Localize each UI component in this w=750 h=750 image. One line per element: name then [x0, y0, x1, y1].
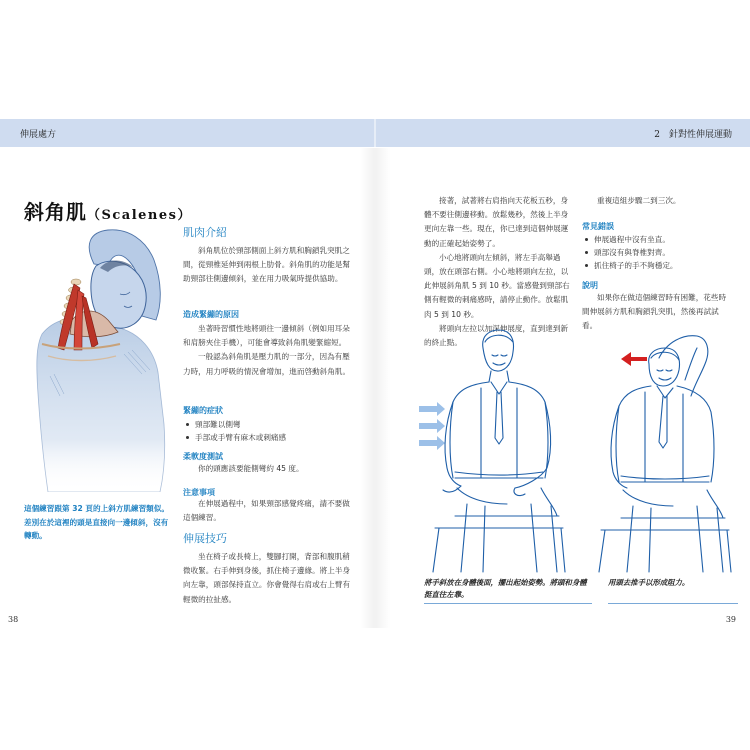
running-head-right: 2 針對性伸展運動: [654, 130, 732, 140]
symptom-item: 手部或手臂有麻木或刺痛感: [183, 431, 351, 444]
resistance-arrow: [621, 352, 647, 366]
flexibility-test-paragraph: 你的頭應該要能側彎約 45 度。: [198, 464, 304, 473]
gutter-divider: [374, 119, 376, 147]
caption-rule: [608, 603, 738, 604]
right-paragraph-1: 接著，試著將右肩指向天花板五秒，身體不要往側邊移動。放鬆幾秒，然後上半身更向左靠一些。現在，你已達到這個伸展運動的正確起始姿勢了。: [424, 196, 569, 248]
heading-flexibility-test: 柔軟度測試: [183, 452, 223, 461]
right-col1-text: [424, 194, 570, 350]
page-title: [24, 196, 192, 225]
anatomy-figure-caption: 這個練習跟第 32 頁的上斜方肌練習類似。差別在於這裡的頭是直接向一邊傾斜，沒有轉動。: [24, 504, 169, 540]
caption-rule: [424, 603, 592, 604]
symptoms-list: [183, 418, 351, 444]
causes-paragraph-2: 一般認為斜角肌是壓力肌的一部分，因為有壓力時，用力呼吸的情況會增加，進而啓動斜角肌。: [183, 352, 351, 376]
right-col2-intro: [582, 194, 732, 208]
heading-common-errors: 常見錯誤: [582, 222, 614, 231]
error-item: 伸展過程中沒有坐直。: [582, 233, 732, 246]
figure-caption-resistance: 用頭去推手以形成阻力。: [608, 578, 690, 587]
stretch-technique-paragraph: 坐在椅子或長椅上，雙腳打開，背部和腹肌稍微收緊。右手伸到身後，抓住椅子邊緣。將上半身向左靠，頭部保持直立。你會覺得右肩或右上臂有輕微的拉扯感。: [183, 552, 351, 604]
heading-stretch-technique: 伸展技巧: [183, 532, 227, 545]
page-number-right: 39: [725, 615, 736, 624]
flexibility-test-text: [183, 462, 351, 476]
figure-caption-starting-position: 將手斜放在身體後面，擺出起始姿勢。將頭和身體挺直往左靠。: [424, 578, 587, 599]
lean-arrows: [419, 402, 445, 450]
error-item: 頭部沒有與脊椎對齊。: [582, 246, 732, 259]
heading-explanation: 說明: [582, 281, 598, 290]
muscle-intro-paragraph: 斜角肌位於頸部側面上斜方肌和胸鎖乳突肌之間，從頸椎延伸到兩根上肋骨。斜角肌的功能是幫助頸部往側邊傾斜，並在用力吸氣時提供協助。: [183, 246, 351, 284]
title-zh: 斜角肌: [24, 200, 87, 224]
running-head-band: [0, 119, 750, 147]
title-en: （Scalenes）: [87, 208, 192, 223]
precautions-paragraph: 在伸展過程中，如果頸部感覺疼痛，請不要做這個練習。: [183, 499, 350, 523]
common-errors-list: [582, 233, 732, 272]
causes-text: [183, 322, 351, 379]
scalenes-anatomy-illustration: [24, 224, 180, 492]
page-number-left: 38: [8, 615, 19, 624]
right-paragraph-2: 小心地將頭向左傾斜，將左手高舉過頭，放在頭部右側。小心地將頭向左拉，以此伸展斜角肌 5 到 10 秒。當感覺到頸部右側有輕微的刺痛感時，請停止動作。放鬆肌肉 5 到 10 秒。: [424, 252, 570, 319]
muscle-intro-text: [183, 244, 351, 287]
explanation-paragraph: 如果你在做這個練習時有困難，花些時間伸展斜方肌和胸鎖乳突肌，然後再試試看。: [582, 293, 727, 331]
error-item: 抓住椅子的手不夠穩定。: [582, 259, 732, 272]
causes-paragraph-1: 坐著時習慣性地將頭往一邊傾斜（例如用耳朵和肩膀夾住手機），可能會導致斜角肌變緊縮短。: [183, 324, 350, 348]
repeat-instruction: 重複這組步驟二到三次。: [597, 196, 681, 205]
heading-precautions: 注意事項: [183, 488, 215, 497]
right-paragraph-3: 將頭向左拉以加深伸展度，直到達到新的終止點。: [424, 323, 569, 348]
starting-position-figure: [415, 328, 575, 573]
stretch-resistance-figure: [585, 328, 745, 573]
heading-symptoms: 緊繃的症狀: [183, 406, 223, 415]
symptom-item: 頸部難以側彎: [183, 418, 351, 431]
precautions-text: [183, 497, 351, 525]
heading-muscle-intro: 肌肉介紹: [183, 226, 227, 239]
heading-causes: 造成緊繃的原因: [183, 310, 239, 319]
stretch-technique-text: [183, 550, 351, 607]
running-head-left: 伸展處方: [20, 130, 57, 140]
gutter-shadow: [360, 148, 390, 628]
